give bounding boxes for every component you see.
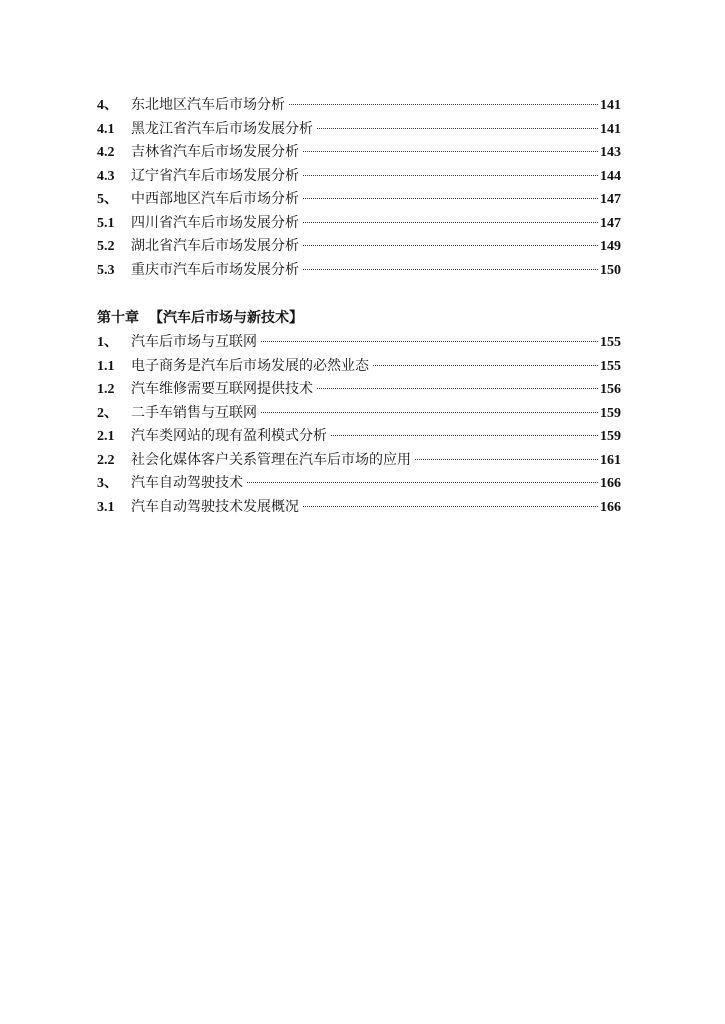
toc-entry-title: 汽车后市场与互联网 (131, 334, 257, 350)
toc-dot-leader (303, 506, 598, 507)
toc-entry-number: 1.1 (97, 358, 115, 374)
toc-entry-page: 159 (600, 405, 621, 421)
toc-entry-number: 4.2 (97, 145, 115, 160)
toc-entry-title: 二手车销售与互联网 (131, 404, 257, 421)
toc-entry-number: 5.3 (97, 262, 115, 278)
chapter-label: 第十章 (97, 310, 139, 326)
toc-entry-title: 汽车类网站的现有盈利模式分析 (131, 428, 327, 444)
toc-entry[interactable] (97, 472, 621, 496)
toc-dot-leader (303, 175, 598, 176)
toc-entry-number: 2.1 (97, 429, 115, 444)
toc-entry[interactable] (97, 355, 621, 379)
toc-entry[interactable] (97, 496, 621, 520)
toc-dot-leader (331, 435, 598, 436)
toc-entry-page: 159 (600, 429, 621, 444)
toc-entry[interactable] (97, 141, 621, 165)
toc-entry[interactable] (97, 449, 621, 473)
toc-dot-leader (303, 269, 598, 270)
toc-dot-leader (317, 388, 598, 389)
toc-section-regional (97, 94, 621, 282)
toc-entry[interactable] (97, 165, 621, 189)
toc-section-chapter-ten (97, 306, 621, 519)
toc-entry[interactable] (97, 235, 621, 259)
toc-entry-page: 149 (600, 239, 621, 254)
toc-dot-leader (415, 459, 598, 460)
toc-entry-title: 汽车自动驾驶技术 (131, 475, 243, 491)
chapter-title: 【汽车后市场与新技术】 (149, 310, 303, 326)
toc-entry-page: 156 (600, 382, 621, 397)
toc-entry-number: 4.3 (97, 168, 115, 184)
toc-entry-number: 1、 (97, 335, 118, 350)
toc-entry-page: 143 (600, 145, 621, 160)
toc-entry-title: 社会化媒体客户关系管理在汽车后市场的应用 (131, 451, 411, 468)
toc-entry-number: 2、 (97, 405, 118, 421)
toc-entry-page: 141 (600, 121, 621, 137)
toc-entry-title: 黑龙江省汽车后市场发展分析 (131, 120, 313, 137)
toc-entry-title: 汽车自动驾驶技术发展概况 (131, 498, 299, 515)
toc-entry-title: 电子商务是汽车后市场发展的必然业态 (131, 357, 369, 374)
toc-entry[interactable] (97, 378, 621, 402)
toc-entry-page: 155 (600, 358, 621, 374)
toc-entry-title: 吉林省汽车后市场发展分析 (131, 144, 299, 160)
toc-entry-number: 4、 (97, 98, 118, 113)
toc-entry-page: 147 (600, 192, 621, 207)
toc-entry[interactable] (97, 212, 621, 236)
toc-dot-leader (289, 104, 598, 105)
toc-dot-leader (373, 365, 598, 366)
toc-entry-number: 3.1 (97, 499, 115, 515)
toc-dot-leader (261, 412, 598, 413)
toc-entry-number: 4.1 (97, 121, 115, 137)
toc-entry-title: 东北地区汽车后市场分析 (131, 97, 285, 113)
toc-dot-leader (261, 341, 598, 342)
toc-dot-leader (303, 245, 598, 246)
toc-entry[interactable] (97, 402, 621, 426)
toc-dot-leader (247, 482, 598, 483)
toc-dot-leader (303, 198, 598, 199)
toc-entry[interactable] (97, 331, 621, 355)
toc-entry-page: 155 (600, 335, 621, 350)
toc-entry-page: 144 (600, 168, 621, 184)
toc-entry-number: 5.1 (97, 215, 115, 231)
toc-entry-page: 147 (600, 215, 621, 231)
toc-entry-number: 5.2 (97, 239, 115, 254)
toc-entry-page: 141 (600, 98, 621, 113)
toc-entry-page: 150 (600, 262, 621, 278)
toc-entry-title: 辽宁省汽车后市场发展分析 (131, 167, 299, 184)
toc-dot-leader (303, 151, 598, 152)
toc-entry-number: 3、 (97, 476, 118, 491)
toc-dot-leader (317, 128, 598, 129)
toc-entry[interactable] (97, 94, 621, 118)
toc-entry-title: 重庆市汽车后市场发展分析 (131, 261, 299, 278)
toc-entry-page: 166 (600, 499, 621, 515)
toc-entry-title: 四川省汽车后市场发展分析 (131, 214, 299, 231)
toc-entry-page: 166 (600, 476, 621, 491)
toc-entry[interactable] (97, 425, 621, 449)
toc-entry-title: 汽车维修需要互联网提供技术 (131, 381, 313, 397)
chapter-heading[interactable] (97, 306, 621, 330)
toc-entry-number: 1.2 (97, 382, 115, 397)
toc-entry-title: 中西部地区汽车后市场分析 (131, 191, 299, 207)
toc-entry[interactable] (97, 118, 621, 142)
toc-entry-page: 161 (600, 452, 621, 468)
toc-entry-number: 5、 (97, 192, 118, 207)
toc-entry[interactable] (97, 188, 621, 212)
toc-dot-leader (303, 222, 598, 223)
toc-entry-number: 2.2 (97, 452, 115, 468)
toc-entry[interactable] (97, 259, 621, 283)
toc-entry-title: 湖北省汽车后市场发展分析 (131, 238, 299, 254)
